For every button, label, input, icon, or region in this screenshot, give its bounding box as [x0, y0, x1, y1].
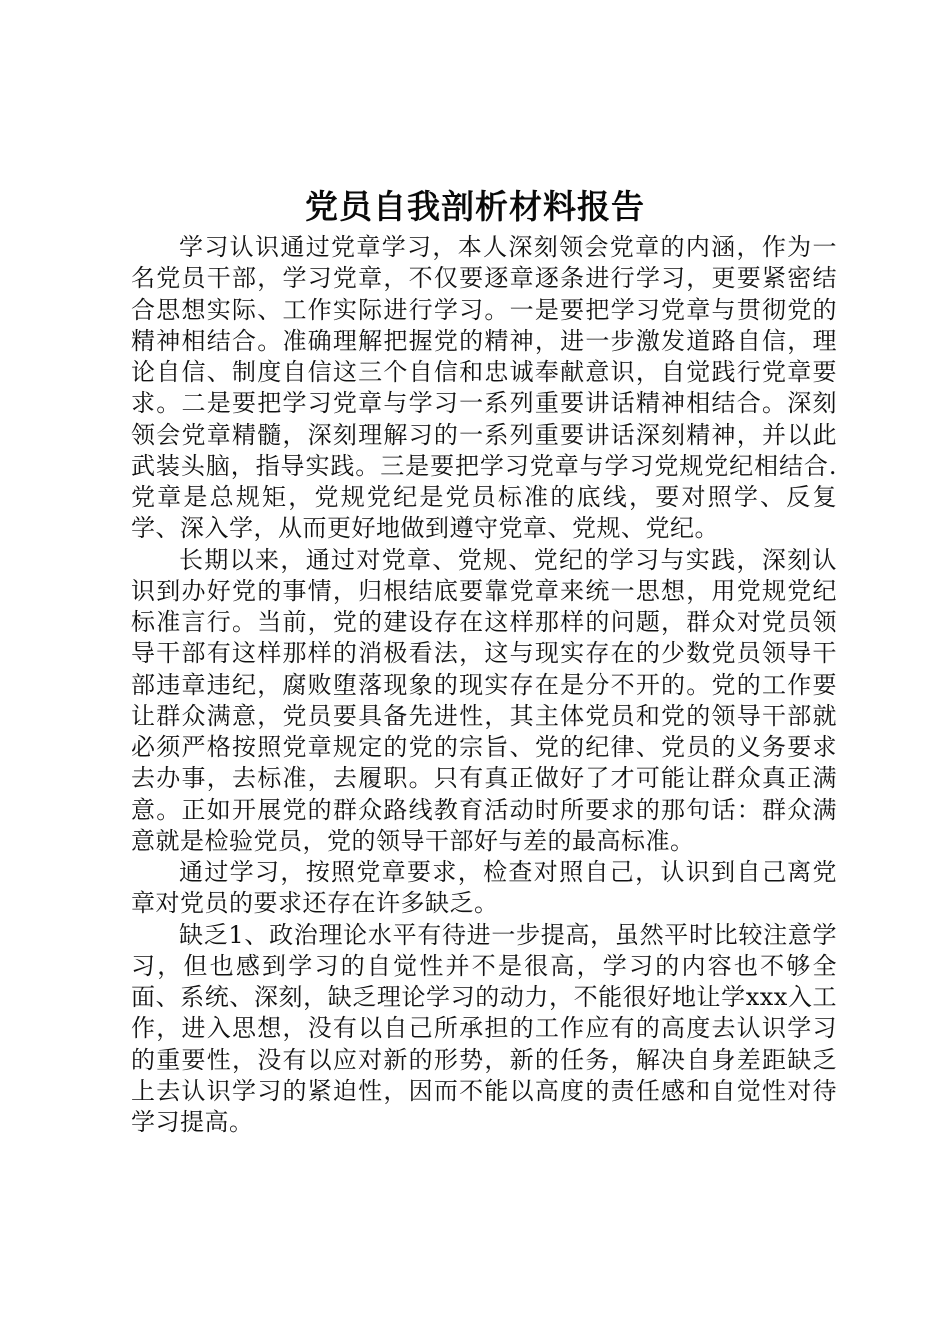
document-body: [131, 232, 837, 1138]
paragraph-self-check: 通过学习，按照党章要求，检查对照自己，认识到自己离党章对党员的要求还存在许多缺乏。: [131, 858, 837, 918]
paragraph-shortcoming-1: 缺乏1、政治理论水平有待进一步提高，虽然平时比较注意学习，但也感到学习的自觉性并不是很高，学习的内容也不够全面、系统、深刻，缺乏理论学习的动力，不能很好地让学xxx入工作，进入思想，没有以自己所承担的工作应有的高度去认识学习的重要性，没有以应对新的形势，新的任务，解决自身差距缺乏上去认识学习的紧迫性，因而不能以高度的责任感和自觉性对待学习提高。: [131, 920, 837, 1136]
paragraph-long-term-practice: 长期以来，通过对党章、党规、党纪的学习与实践，深刻认识到办好党的事情，归根结底要靠党章来统一思想，用党规党纪标准言行。当前，党的建设存在这样那样的问题，群众对党员领导干部有这样那样的消极看法，这与现实存在的少数党员领导干部违章违纪，腐败堕落现象的现实存在是分不开的。党的工作要让群众满意，党员要具备先进性，其主体党员和党的领导干部就必须严格按照党章规定的党的宗旨、党的纪律、党员的义务要求去办事，去标准，去履职。只有真正做好了才可能让群众真正满意。正如开展党的群众路线教育活动时所要求的那句话：群众满意就是检验党员，党的领导干部好与差的最高标准。: [131, 545, 837, 855]
document-title: 党员自我剖析材料报告: [305, 187, 645, 226]
paragraph-study-understanding: 学习认识通过党章学习，本人深刻领会党章的内涵，作为一名党员干部，学习党章，不仅要逐章逐条进行学习，更要紧密结合思想实际、工作实际进行学习。一是要把学习党章与贯彻党的精神相结合。准确理解把握党的精神，进一步激发道路自信，理论自信、制度自信这三个自信和忠诚奉献意识，自觉践行党章要求。二是要把学习党章与学习一系列重要讲话精神相结合。深刻领会党章精髓，深刻理解习的一系列重要讲话深刻精神，并以此武装头脑，指导实践。三是要把学习党章与学习党规党纪相结合.党章是总规矩，党规党纪是党员标准的底线，要对照学、反复学、深入学，从而更好地做到遵守党章、党规、党纪。: [131, 233, 837, 543]
